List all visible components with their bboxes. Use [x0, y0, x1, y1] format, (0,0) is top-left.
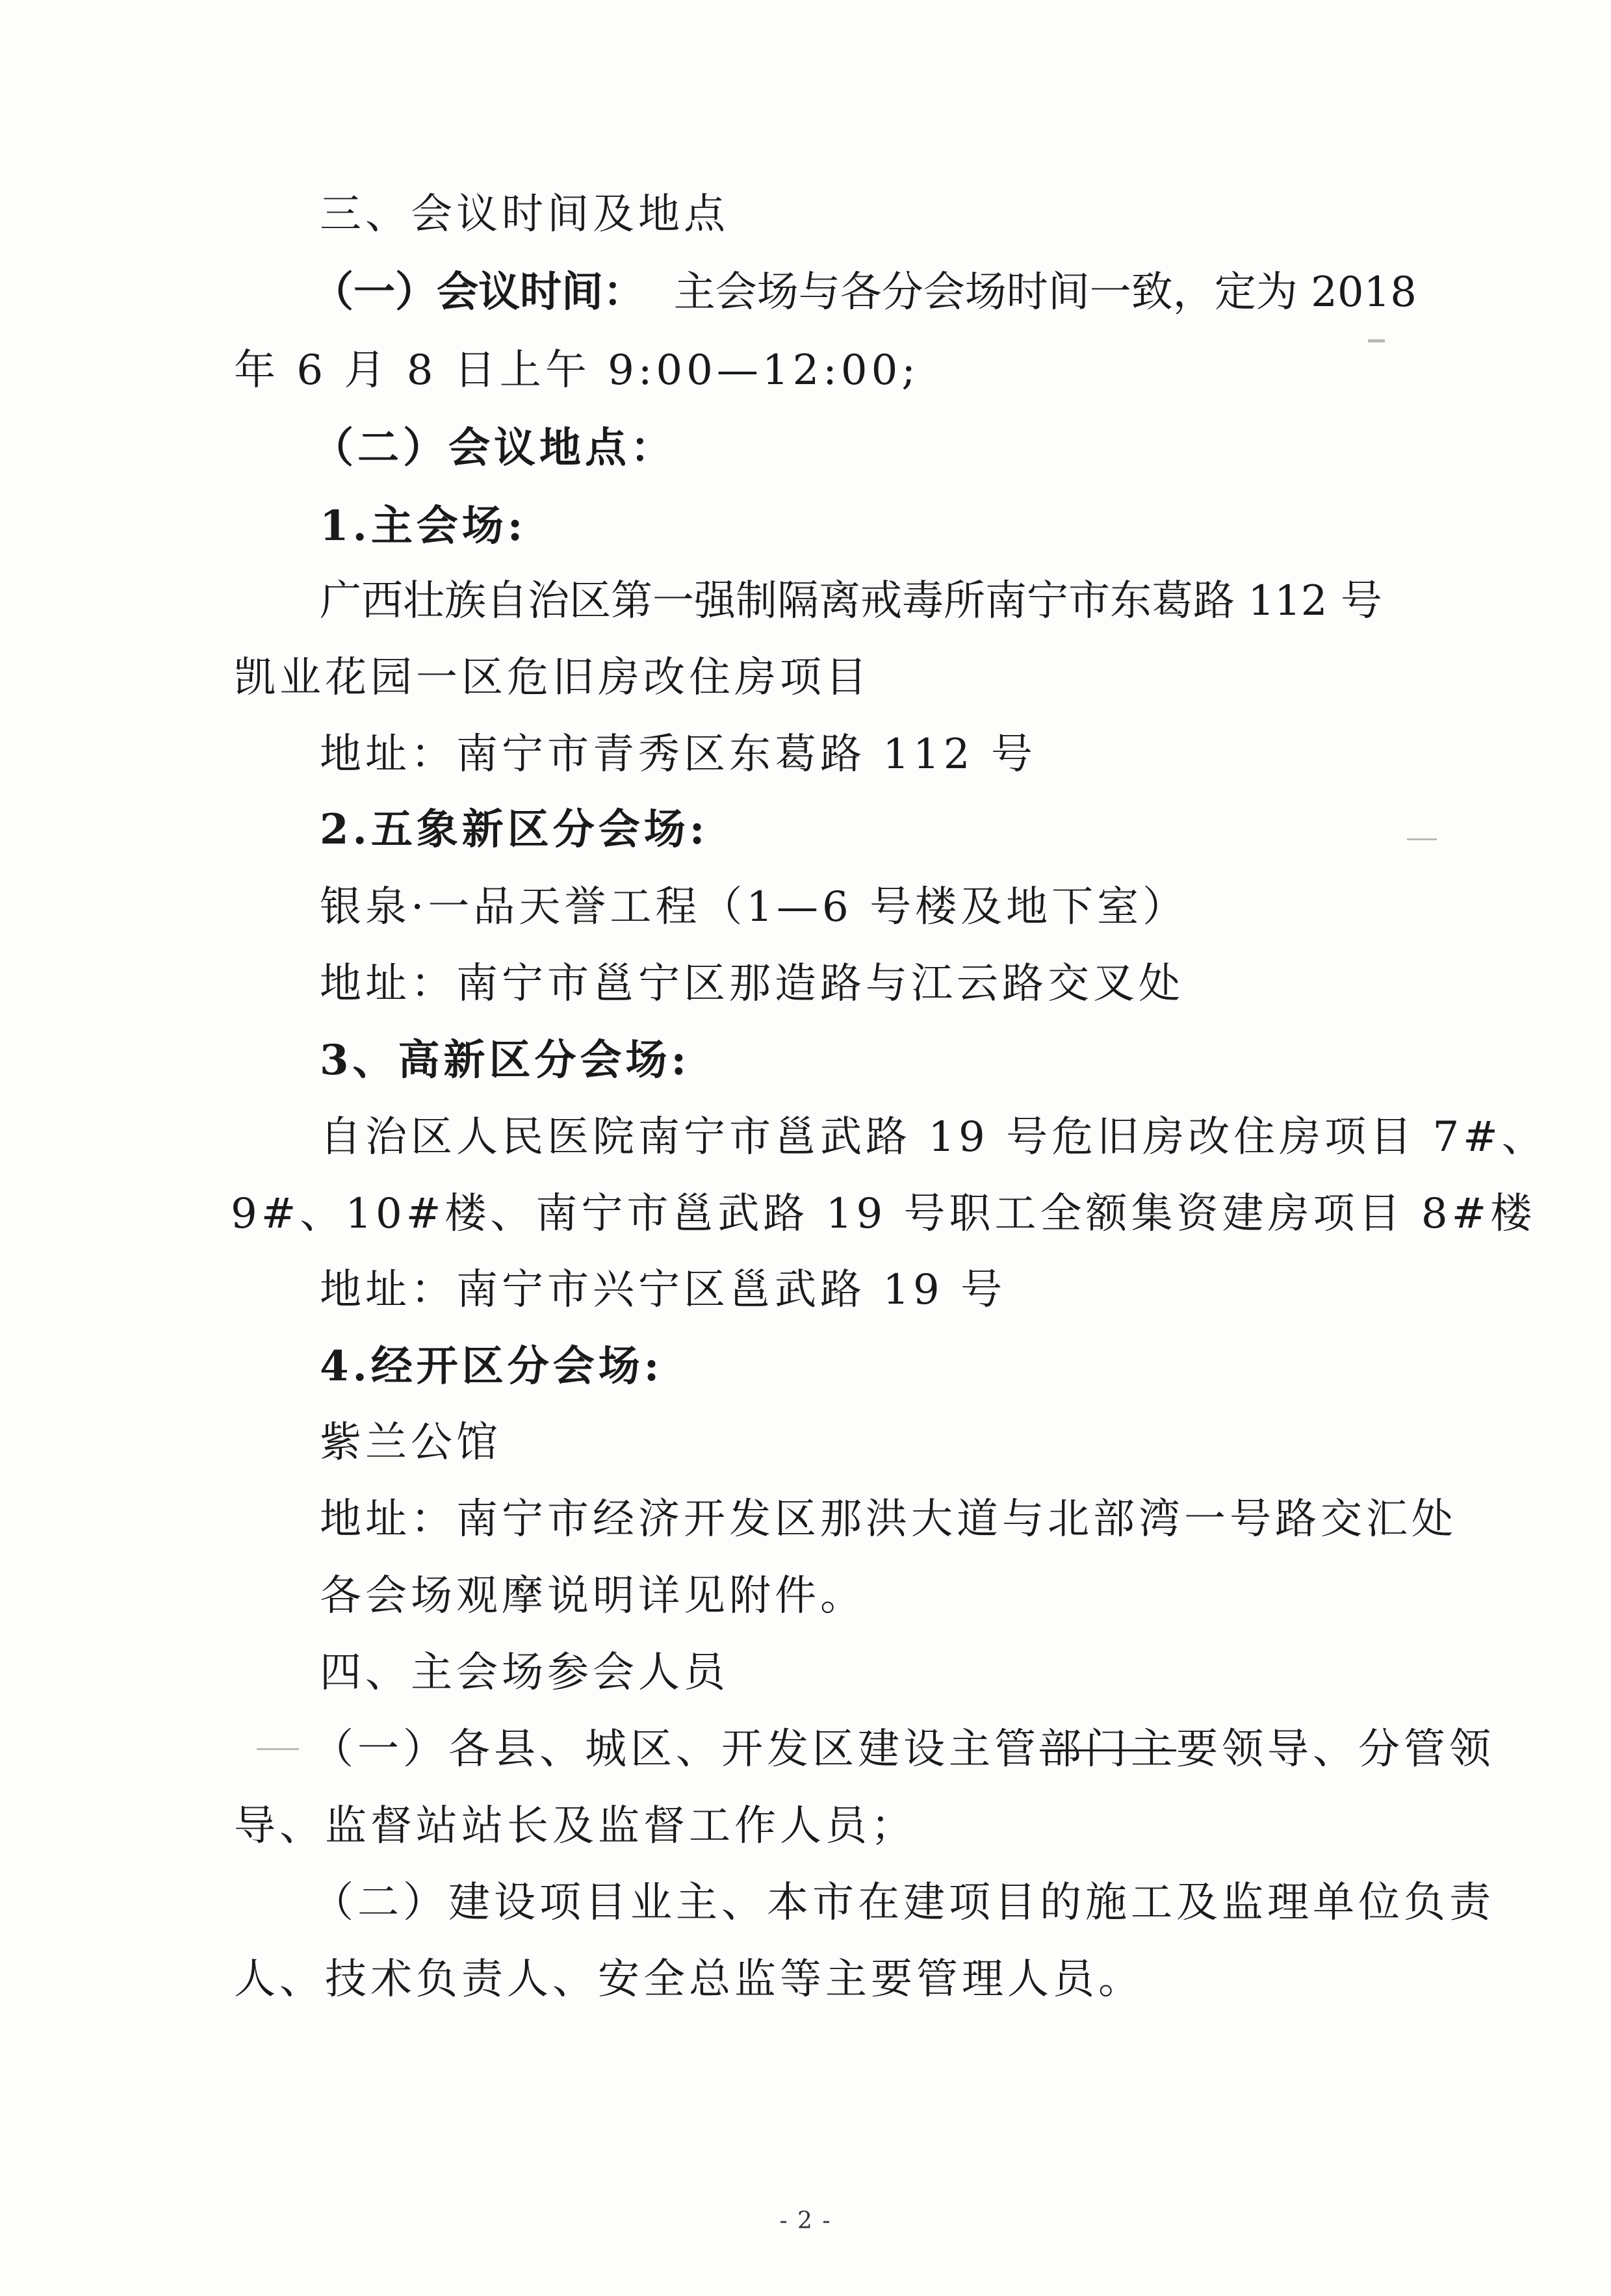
venue-3-line-2: 9#、10#楼、南宁市邕武路 19 号职工全额集资建房项目 8#楼: [231, 1190, 1536, 1238]
page-number: - 2 -: [779, 2208, 832, 2234]
scan-mark: [1407, 838, 1437, 840]
venue-1-line-1-text: 广西壮族自治区第一强制隔离戒毒所南宁市东葛路 112 号: [320, 577, 1382, 625]
meeting-time-label: （一）会议时间：: [312, 268, 645, 316]
venue-4-address: 地址：南宁市经济开发区那洪大道与北部湾一号路交汇处: [320, 1495, 1457, 1543]
venue-1-address: 地址：南宁市青秀区东葛路 112 号: [320, 730, 1037, 779]
meeting-time-line-1: [312, 266, 1417, 318]
venue-1-title: 1.主会场:: [320, 502, 527, 550]
meeting-time-text: 主会场与各分会场时间一致，定为 2018: [673, 268, 1417, 316]
venue-note: 各会场观摩说明详见附件。: [320, 1572, 866, 1620]
venue-1-line-2: 凯业花园一区危旧房改住房项目: [234, 654, 871, 702]
meeting-place-label: （二）会议地点：: [312, 424, 676, 472]
section-heading-4: 四、主会场参会人员: [320, 1649, 729, 1697]
scan-mark: [1368, 339, 1385, 342]
attendee-2-line-2: 人、技术负责人、安全总监等主要管理人员。: [234, 1955, 1144, 2004]
attendee-1-line-1-a: （一）各县、城区、开发区建设主管: [312, 1725, 1040, 1774]
attendee-2-line-1: （二）建设项目业主、本市在建项目的施工及监理单位负责: [312, 1879, 1495, 1927]
venue-3-title: 3、高新区分会场:: [320, 1036, 691, 1085]
venue-3-line-1: 自治区人民医院南宁市邕武路 19 号危旧房改住房项目 7#、: [320, 1113, 1547, 1161]
venue-2-address: 地址：南宁市邕宁区那造路与江云路交叉处: [320, 960, 1184, 1008]
venue-2-title: 2.五象新区分会场:: [320, 805, 709, 854]
venue-4-line-1: 紫兰公馆: [320, 1419, 502, 1467]
meeting-time-line-2: 年 6 月 8 日上午 9:00—12:00;: [234, 346, 920, 394]
venue-4-title: 4.经开区分会场:: [320, 1342, 664, 1391]
venue-3-address: 地址：南宁市兴宁区邕武路 19 号: [320, 1266, 1007, 1314]
section-heading-3: 三、会议时间及地点: [320, 190, 729, 239]
attendee-1-line-1-b: 要领导、分管领: [1176, 1725, 1495, 1774]
scan-mark: [257, 1748, 299, 1750]
attendee-1-line-2: 导、监督站站长及监督工作人员；: [234, 1802, 916, 1850]
venue-1-line-1: [320, 575, 1417, 627]
attendee-1-line-1: [312, 1723, 1495, 1775]
attendee-1-line-1-struck: 部门主: [1040, 1725, 1176, 1774]
venue-2-line-1: 银泉·一品天誉工程（1—6 号楼及地下室）: [320, 883, 1189, 931]
